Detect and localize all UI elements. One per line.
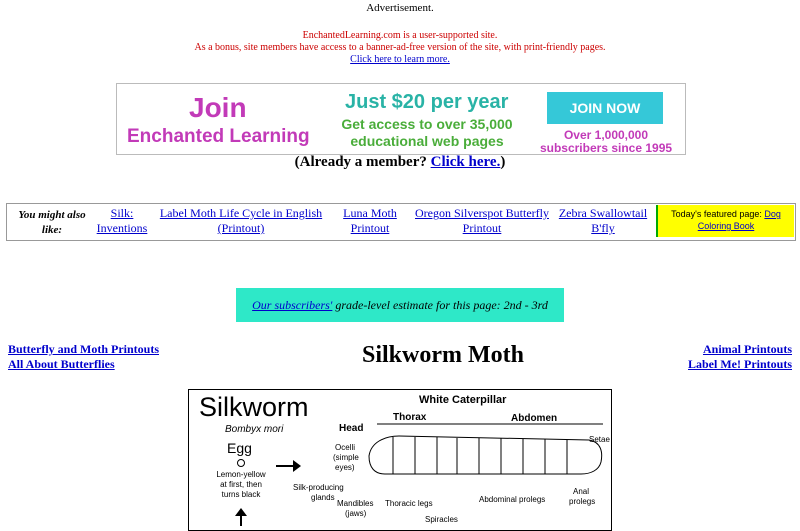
page-title: Silkworm Moth (362, 342, 524, 368)
also-like-item-luna-moth[interactable]: Luna Moth Printout (343, 206, 397, 235)
silk-glands-label-2: glands (311, 493, 335, 502)
ocelli-label-2: (simple (333, 453, 359, 462)
member-login-link[interactable]: Click here. (430, 154, 501, 170)
caterpillar-label: White Caterpillar (419, 394, 507, 406)
abdomen-label: Abdomen (511, 413, 558, 424)
featured-page-link[interactable]: Dog Coloring Book (697, 209, 781, 231)
egg-shape (238, 460, 245, 467)
featured-prefix: Today's featured page: (671, 209, 765, 219)
also-like-bar (6, 203, 796, 241)
abdominal-prolegs-label: Abdominal prolegs (479, 495, 546, 504)
join-banner[interactable] (116, 83, 686, 155)
member-login-line (0, 154, 800, 171)
mandibles-label-1: Mandibles (337, 499, 374, 508)
subscribers-link[interactable]: Our subscribers' (252, 298, 333, 312)
support-notice (0, 30, 800, 66)
left-nav-links (8, 342, 159, 372)
setae-label: Setae (589, 435, 610, 444)
cycle-up-arrowhead (235, 508, 247, 516)
ocelli-label-3: eyes) (335, 463, 355, 472)
also-like-item-silk[interactable]: Silk: Inventions (96, 206, 148, 235)
banner-brand-text: Enchanted Learning (127, 126, 310, 147)
diagram-title: Silkworm (199, 392, 309, 422)
mandibles-label-2: (jaws) (345, 509, 367, 518)
silkworm-diagram (188, 389, 612, 531)
ocelli-label-1: Ocelli (335, 443, 356, 452)
learn-more-link[interactable]: Click here to learn more. (350, 54, 450, 65)
support-line-2: As a bonus, site members have access to a banner-ad-free version of the site, with print-friendly pages. (194, 42, 606, 53)
silkworm-diagram-svg (189, 390, 611, 526)
right-nav-links (688, 342, 792, 372)
thorax-label: Thorax (393, 412, 427, 423)
also-like-label: You might also like: (18, 209, 86, 236)
all-about-butterflies-link[interactable]: All About Butterflies (8, 357, 115, 371)
animal-printouts-link[interactable]: Animal Printouts (702, 342, 792, 356)
grade-level-box (236, 288, 564, 322)
banner-subscribers-text: Over 1,000,000 subscribers since 1995 (539, 128, 673, 155)
member-suffix: ) (500, 154, 506, 170)
egg-to-larva-arrowhead (293, 460, 301, 472)
spiracles-label: Spiracles (425, 515, 458, 524)
advertisement-label: Advertisement. (366, 2, 434, 14)
anal-prolegs-label-2: prolegs (569, 497, 596, 506)
diagram-species: Bombyx mori (225, 424, 284, 435)
support-line-1: EnchantedLearning.com is a user-supported site. (302, 30, 498, 41)
egg-desc-2: at first, then (220, 480, 262, 489)
join-now-button[interactable]: JOIN NOW (547, 92, 663, 124)
head-label: Head (339, 423, 364, 434)
also-like-item-oregon-silverspot[interactable]: Oregon Silverspot Butterfly Printout (415, 206, 549, 235)
grade-level-text: grade-level estimate for this page: 2nd - 3rd (332, 298, 548, 312)
banner-join-text: Join (189, 92, 247, 123)
label-me-printouts-link[interactable]: Label Me! Printouts (688, 357, 792, 371)
banner-price-text: Just $20 per year (345, 91, 509, 113)
banner-access-text: Get access to over 35,000 educational web pages (341, 116, 513, 149)
also-like-item-moth-life-cycle[interactable]: Label Moth Life Cycle in English (Printout) (159, 206, 323, 235)
butterfly-moth-printouts-link[interactable]: Butterfly and Moth Printouts (8, 342, 159, 356)
thoracic-legs-label: Thoracic legs (385, 499, 433, 508)
featured-page-box (656, 205, 794, 237)
egg-label: Egg (227, 440, 252, 456)
anal-prolegs-label-1: Anal (573, 487, 590, 496)
egg-desc-1: Lemon-yellow (216, 470, 266, 479)
member-prefix: (Already a member? (294, 154, 431, 170)
silk-glands-label-1: Silk-producing (293, 483, 344, 492)
egg-desc-3: turns black (221, 490, 261, 499)
also-like-item-zebra-swallowtail[interactable]: Zebra Swallowtail B'fly (558, 206, 648, 235)
